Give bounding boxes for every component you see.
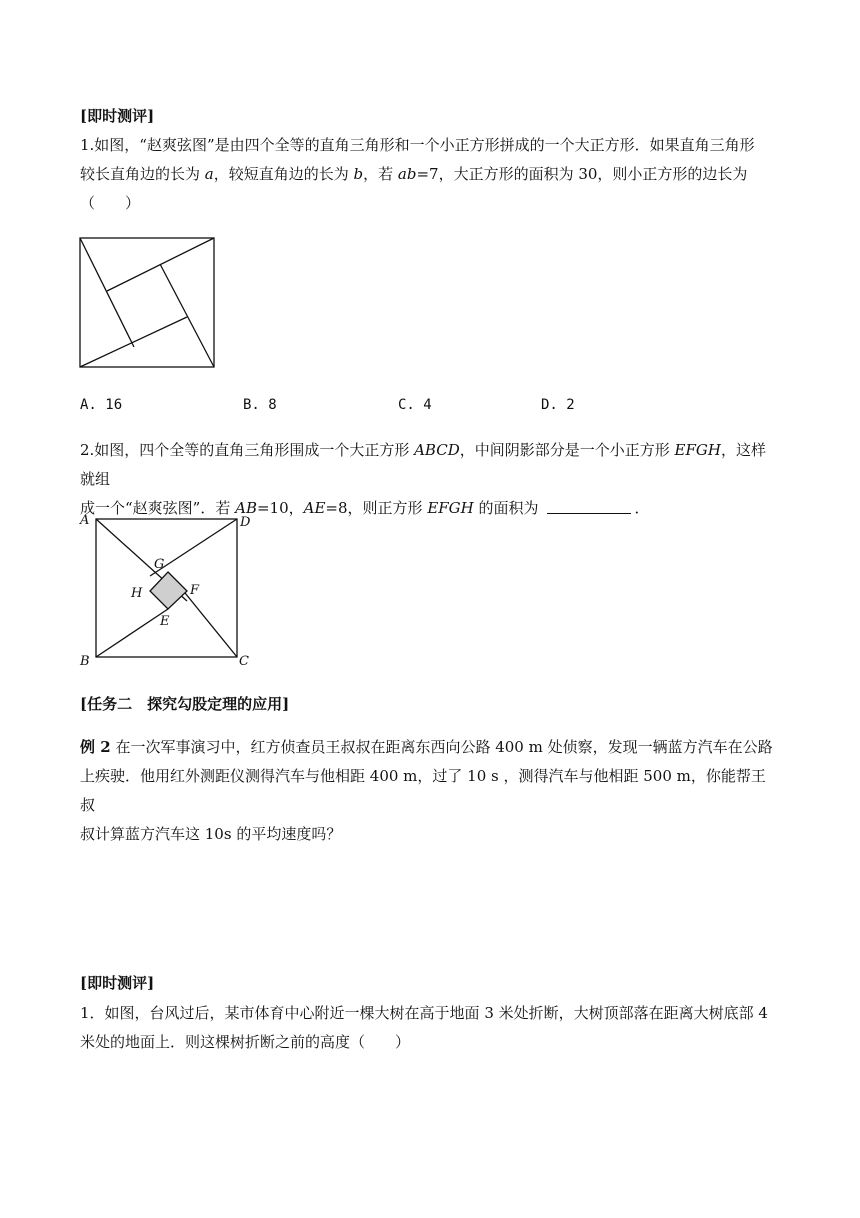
q1-line-2: 较长直角边的长为 a，较短直角边的长为 b，若 ab=7，大正方形的面积为 30，则小正方形的边长为 — [80, 165, 748, 183]
example-line-1: 例 2 在一次军事演习中，红方侦查员王叔叔在距离东西向公路 400 m 处侦察，发现一辆蓝方汽车在公路 — [80, 738, 773, 756]
q2-line-2: 成一个“赵爽弦图”．若 AB=10，AE=8，则正方形 EFGH 的面积为 ． — [80, 499, 650, 517]
tree-line-2: 米处的地面上．则这棵树折断之前的高度（ ） — [80, 1033, 411, 1051]
label-D: D — [240, 515, 251, 530]
section-header-instant-eval: [即时测评] — [80, 107, 155, 125]
answer-blank[interactable] — [547, 499, 631, 514]
label-H: H — [131, 586, 143, 601]
option-b[interactable]: B. 8 — [243, 397, 277, 413]
tree-line-1: 1．如图，台风过后，某市体育中心附近一棵大树在高于地面 3 米处折断，大树顶部落在距离大树底部 4 — [80, 1004, 768, 1022]
section-header-task-2: [任务二 探究勾股定理的应用] — [80, 695, 290, 713]
zhao-shuang-figure-1 — [78, 236, 216, 369]
q2-line-1: 2.如图，四个全等的直角三角形围成一个大正方形 ABCD，中间阴影部分是一个小正方形 EFGH，这样就组 — [80, 441, 766, 488]
label-A: A — [80, 513, 90, 528]
example-2 — [80, 733, 780, 849]
q1-options — [80, 397, 780, 417]
label-E: E — [160, 614, 170, 629]
option-a[interactable]: A. 16 — [80, 397, 123, 413]
label-B: B — [80, 654, 90, 669]
section-header-instant-eval-2: [即时测评] — [80, 974, 155, 992]
question-tree-text — [80, 999, 780, 1057]
label-C: C — [239, 654, 249, 669]
question-1-text — [80, 131, 780, 218]
option-c[interactable]: C. 4 — [398, 397, 432, 413]
q1-line-1: 1.如图，“赵爽弦图”是由四个全等的直角三角形和一个小正方形拼成的一个大正方形．如果直角三角形 — [80, 136, 755, 154]
option-d[interactable]: D. 2 — [541, 397, 575, 413]
example-line-2: 上疾驶．他用红外测距仪测得汽车与他相距 400 m，过了 10 s ，测得汽车与他相距 500 m，你能帮王叔 — [80, 767, 766, 814]
zhao-shuang-figure-2 — [76, 510, 256, 670]
example-line-3: 叔计算蓝方汽车这 10s 的平均速度吗？ — [80, 825, 342, 843]
q1-line-3: （ ） — [80, 194, 141, 212]
shaded-square-efgh — [150, 572, 187, 609]
label-G: G — [154, 557, 165, 572]
label-F: F — [190, 583, 200, 598]
